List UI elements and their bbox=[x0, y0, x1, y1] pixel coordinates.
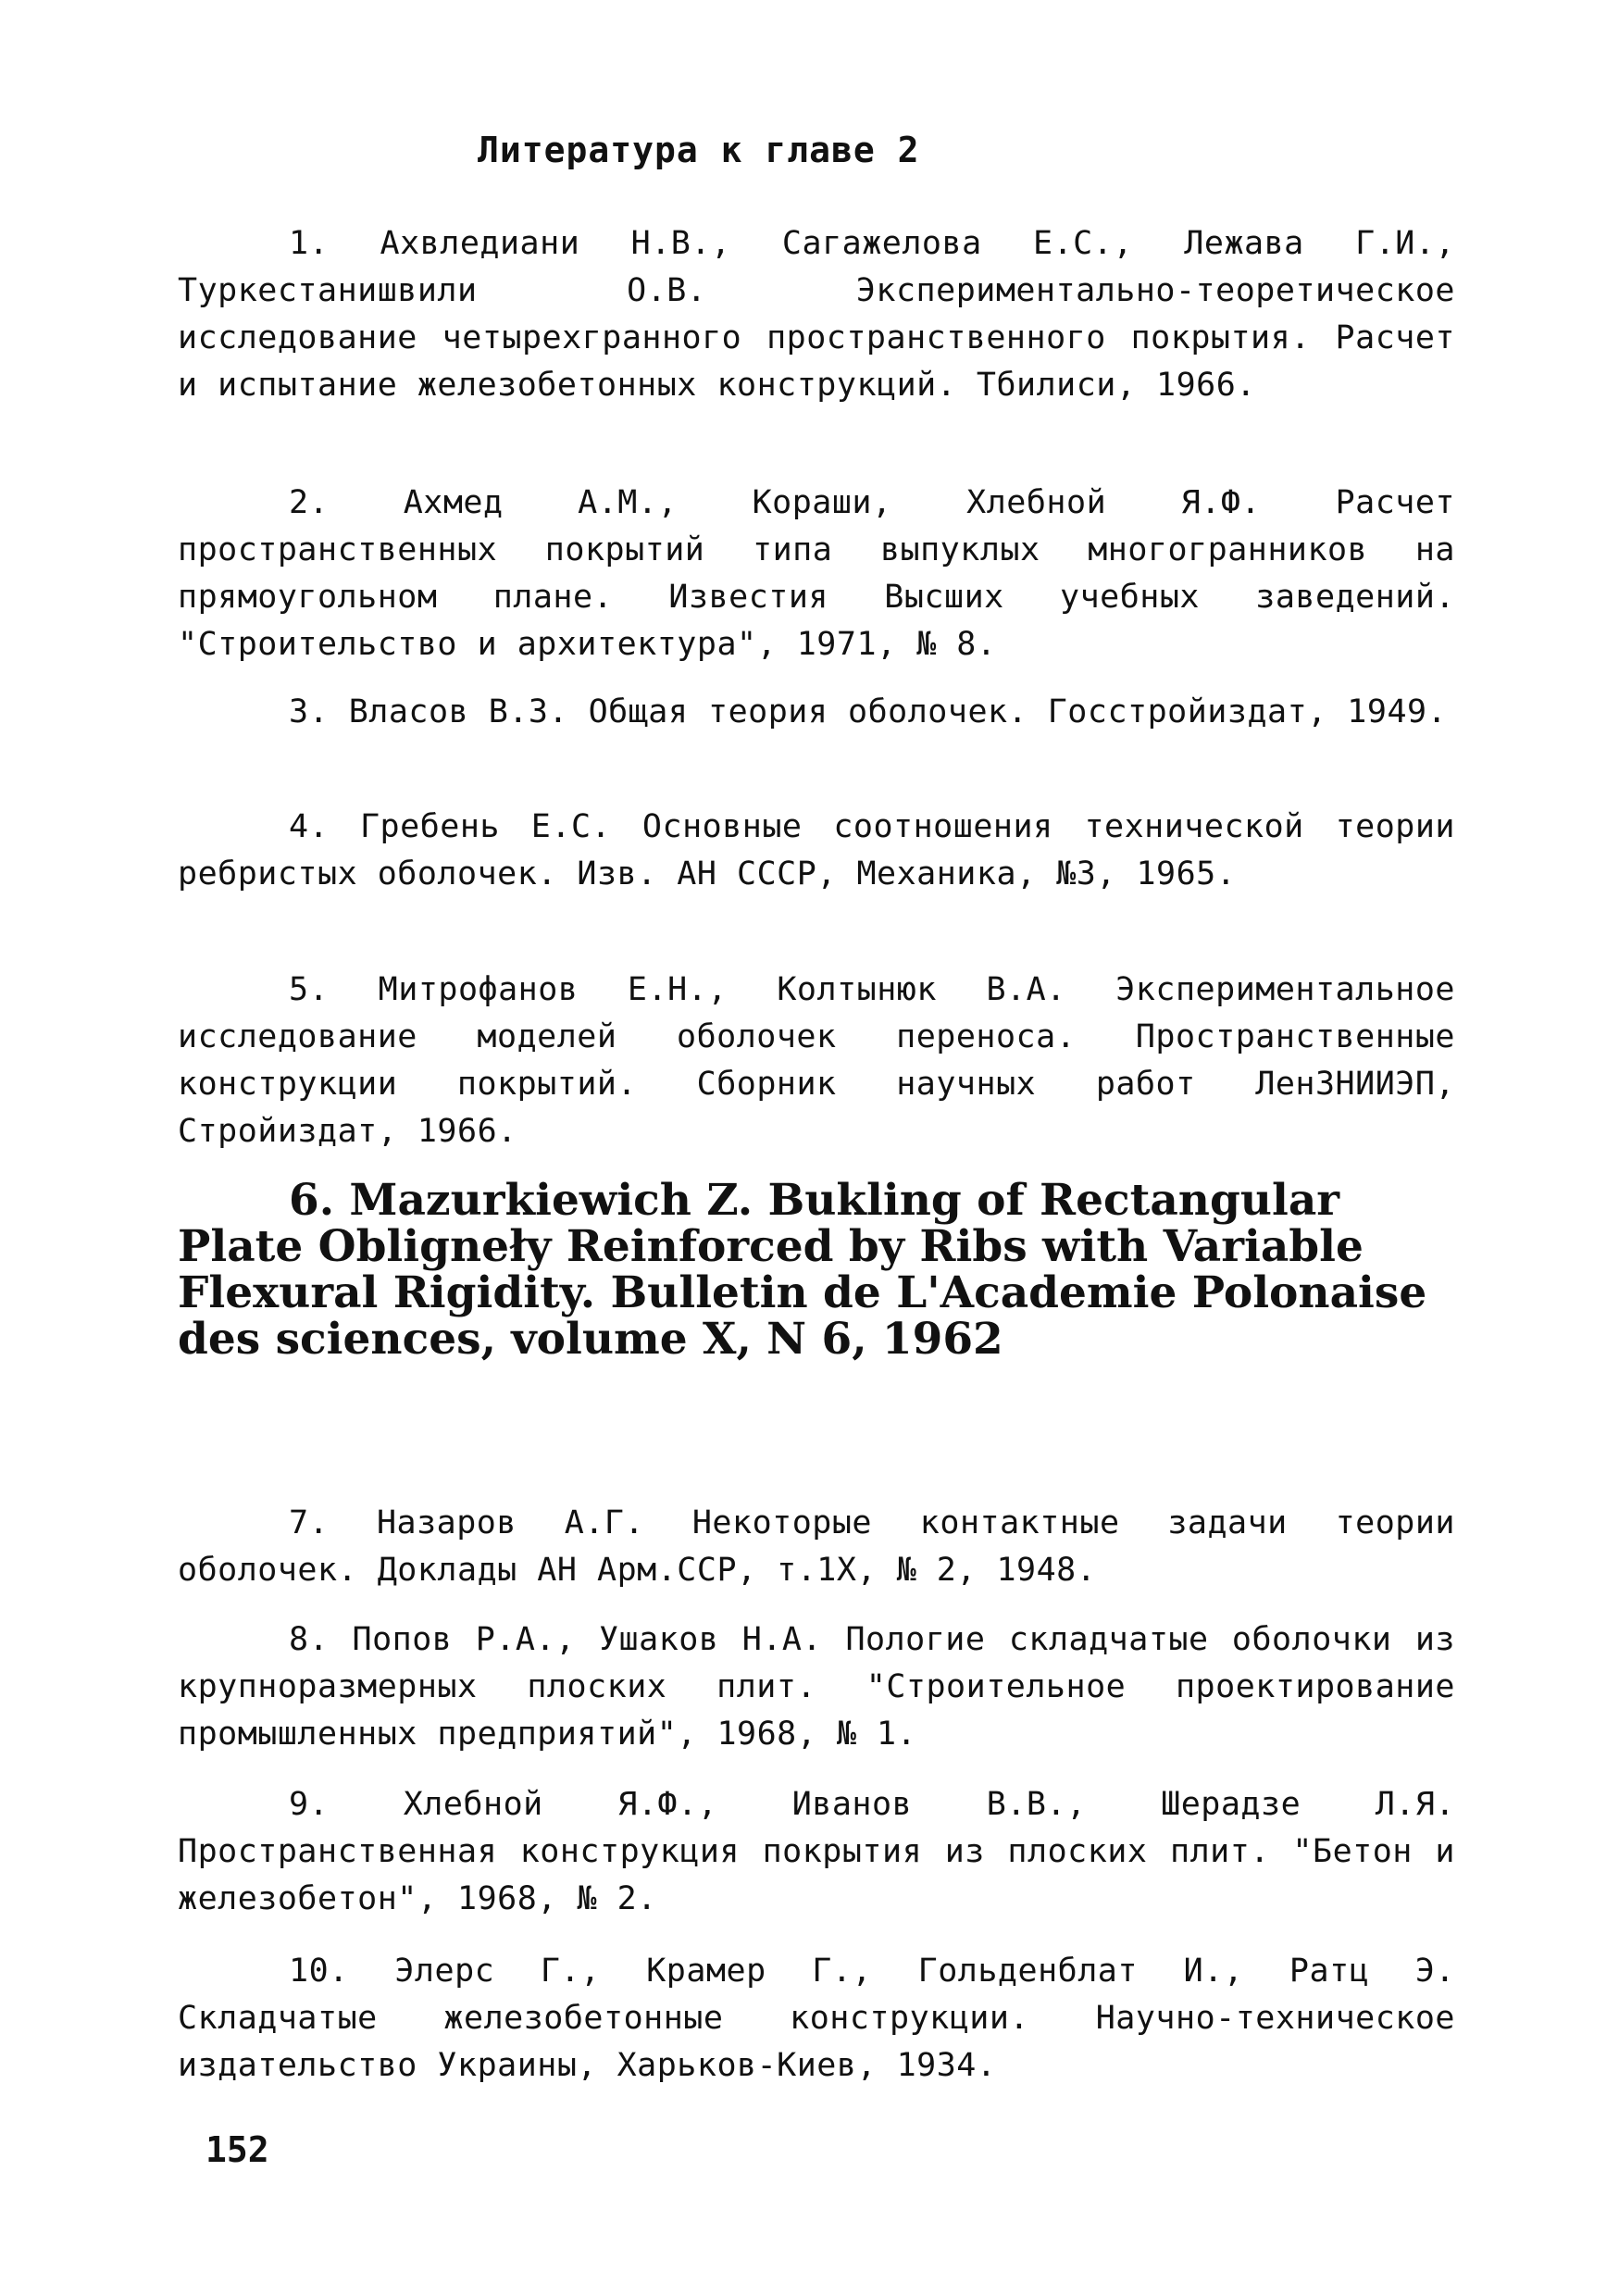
reference-item-8: 8. Попов Р.А., Ушаков Н.А. Пологие складчатые оболочки из крупноразмерных плоских плит. "Строительное проектирование промышленных предприятий", 1968, № 1. bbox=[178, 1621, 1455, 1753]
page-number: 152 bbox=[205, 2129, 269, 2170]
reference-item-3: 3. Власов В.З. Общая теория оболочек. Госстройиздат, 1949. bbox=[289, 693, 1448, 730]
reference-item-5: 5. Митрофанов Е.Н., Колтынюк В.А. Экспериментальное исследование моделей оболочек переноса. Пространственные конструкции покрытий. Сборник научных работ ЛенЗНИИЭП, Стройиздат, 1966. bbox=[178, 971, 1455, 1150]
reference-item-6: 6. Mazurkiewich Z. Bukling of Rectangular Plate Obligneły Reinforced by Ribs with Variable Flexural Rigidity. Bulletin de L'Academie Polonaise des sciences, volume X, N 6, 1962 bbox=[178, 1175, 1427, 1365]
reference-item-9: 9. Хлебной Я.Ф., Иванов В.В., Шерадзе Л.Я. Пространственная конструкция покрытия из плоских плит. "Бетон и железобетон", 1968, № 2. bbox=[178, 1786, 1455, 1917]
reference-item-4: 4. Гребень Е.С. Основные соотношения технической теории ребристых оболочек. Изв. АН СССР, Механика, №3, 1965. bbox=[178, 808, 1455, 892]
reference-item-7: 7. Назаров А.Г. Некоторые контактные задачи теории оболочек. Доклады АН Арм.ССР, т.1Х, № 2, 1948. bbox=[178, 1504, 1455, 1589]
page-title: Литература к главе 2 bbox=[478, 130, 920, 170]
reference-item-1: 1. Ахвледиани Н.В., Сагажелова Е.С., Лежава Г.И., Туркестанишвили О.В. Экспериментально-теоретическое исследование четырехгранного пространственного покрытия. Расчет и испытание железобетонных конструкций. Тбилиси, 1966. bbox=[178, 225, 1455, 404]
reference-item-2: 2. Ахмед А.М., Кораши, Хлебной Я.Ф. Расчет пространственных покрытий типа выпуклых многогранников на прямоугольном плане. Известия Высших учебных заведений. "Строительство и архитектура", 1971, № 8. bbox=[178, 484, 1455, 663]
reference-item-10: 10. Элерс Г., Крамер Г., Гольденблат И., Ратц Э. Складчатые железобетонные конструкции. Научно-техническое издательство Украины, Харьков-Киев, 1934. bbox=[178, 1953, 1455, 2084]
